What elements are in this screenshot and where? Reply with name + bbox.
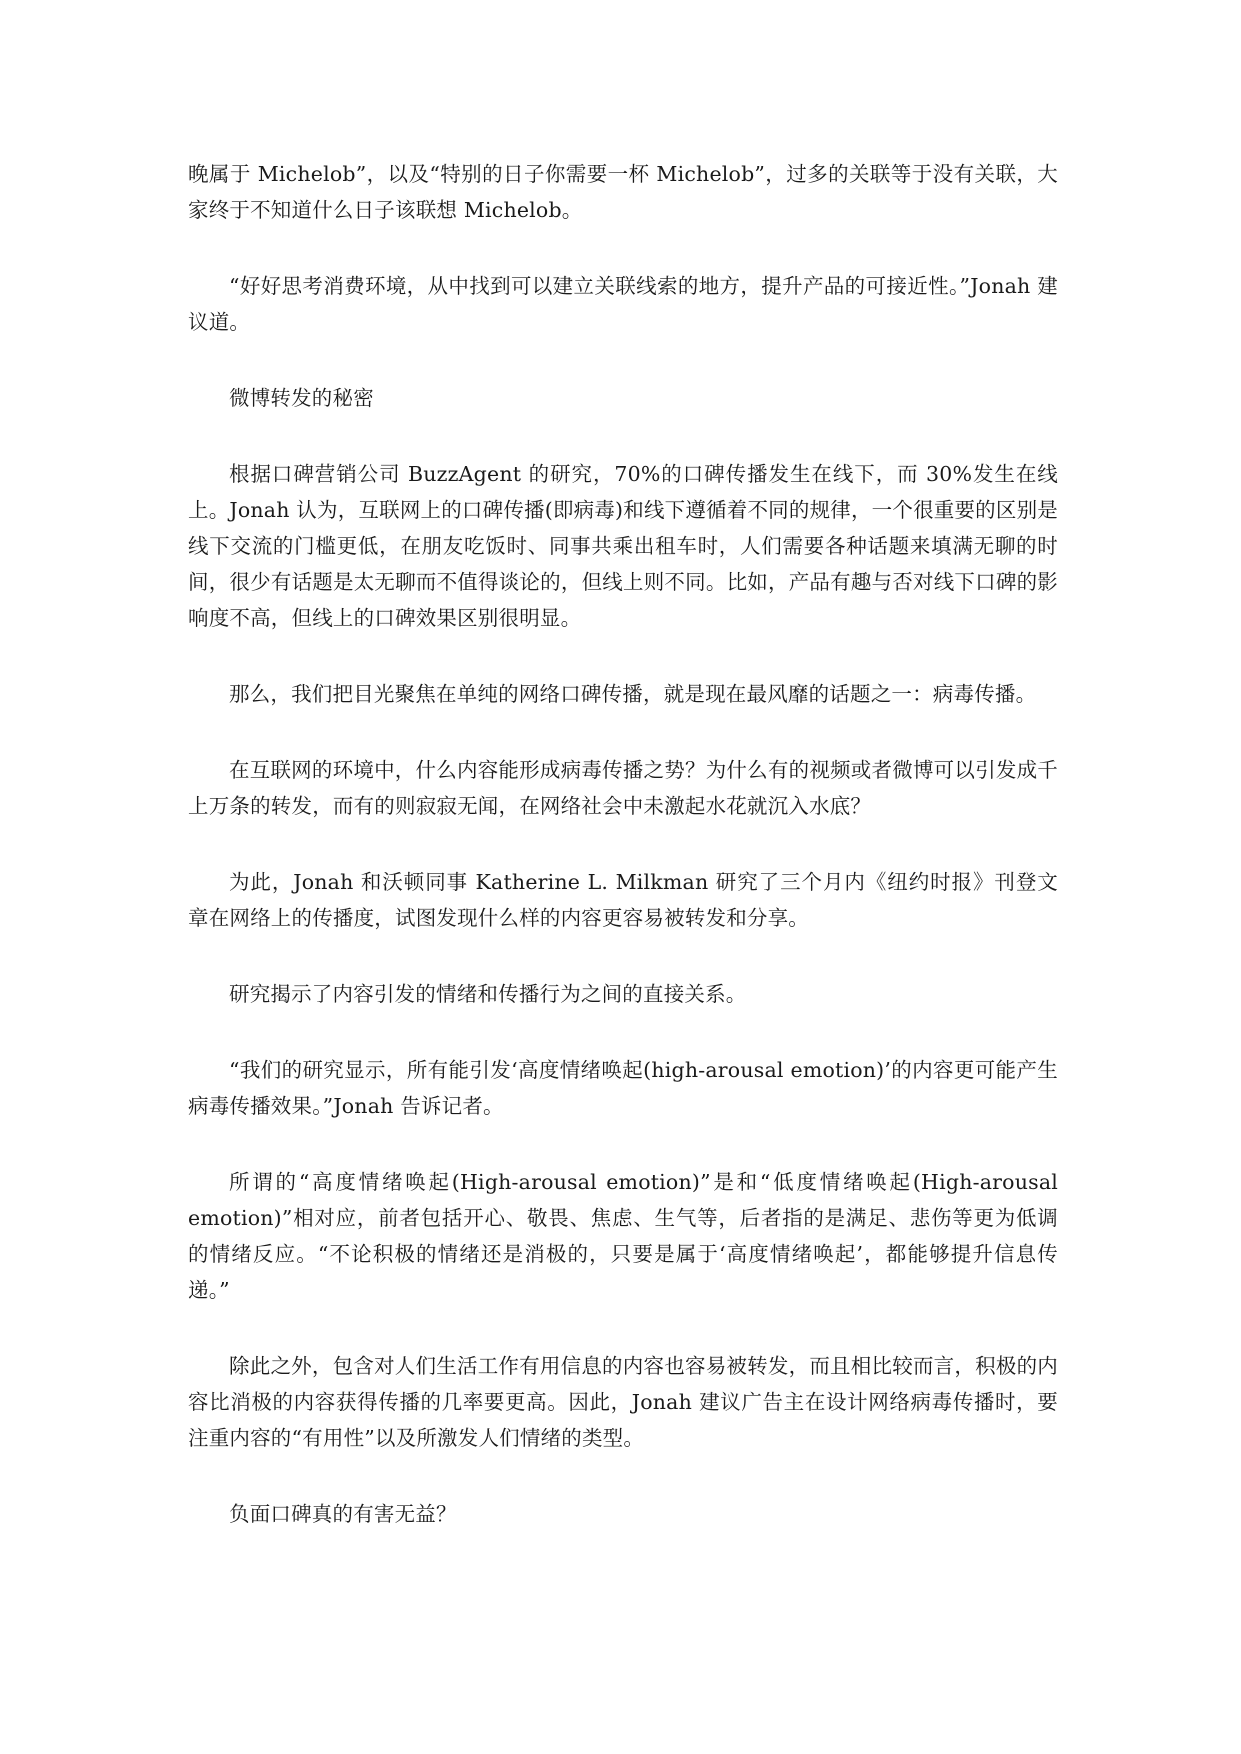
paragraph-high-arousal-quote: “我们的研究显示，所有能引发‘高度情绪唤起(high-arousal emotion)’的内容更可能产生病毒传播效果。”Jonah 告诉记者。 [188,1058,1058,1118]
paragraph-buzzagent: 根据口碑营销公司 BuzzAgent 的研究，70%的口碑传播发生在线下，而 30%发生在线上。Jonah 认为，互联网上的口碑传播(即病毒)和线下遵循着不同的规律，一个很重要的区别是线下交流的门槛更低，在朋友吃饭时、同事共乘出租车时，人们需要各种话题来填满无聊的时间，很少有话题是太无聊而不值得谈论的，但线上则不同。比如，产品有趣与否对线下口碑的影响度不高，但线上的口碑效果区别很明显。 [188,462,1058,630]
section-heading-weibo: 微博转发的秘密 [229,386,374,410]
paragraph-nyt-study: 为此，Jonah 和沃顿同事 Katherine L. Milkman 研究了三个月内《纽约时报》刊登文章在网络上的传播度，试图发现什么样的内容更容易被转发和分享。 [188,870,1058,930]
paragraph-useful-content: 除此之外，包含对人们生活工作有用信息的内容也容易被转发，而且相比较而言，积极的内容比消极的内容获得传播的几率要更高。因此，Jonah 建议广告主在设计网络病毒传播时，要注重内容的“有用性”以及所激发人们情绪的类型。 [188,1354,1058,1450]
paragraph-continuation: 晚属于 Michelob”，以及“特别的日子你需要一杯 Michelob”，过多的关联等于没有关联，大家终于不知道什么日子该联想 Michelob。 [188,162,1058,222]
paragraph-arousal-definition: 所谓的“高度情绪唤起(High-arousal emotion)”是和“低度情绪唤起(High-arousal emotion)”相对应，前者包括开心、敬畏、焦虑、生气等，后者指的是满足、悲伤等更为低调的情绪反应。“不论积极的情绪还是消极的，只要是属于‘高度情绪唤起’，都能够提升信息传递。” [188,1170,1058,1302]
paragraph-quote-accessibility: “好好思考消费环境，从中找到可以建立关联线索的地方，提升产品的可接近性。”Jonah 建议道。 [188,274,1058,334]
document-body [188,156,1058,1572]
paragraph-viral-focus: 那么，我们把目光聚焦在单纯的网络口碑传播，就是现在最风靡的话题之一：病毒传播。 [229,682,1037,706]
paragraph-emotion-link: 研究揭示了内容引发的情绪和传播行为之间的直接关系。 [229,982,747,1006]
section-heading-negative-wom: 负面口碑真的有害无益？ [229,1502,457,1526]
paragraph-internet-question: 在互联网的环境中，什么内容能形成病毒传播之势？为什么有的视频或者微博可以引发成千上万条的转发，而有的则寂寂无闻，在网络社会中未激起水花就沉入水底？ [188,758,1058,818]
